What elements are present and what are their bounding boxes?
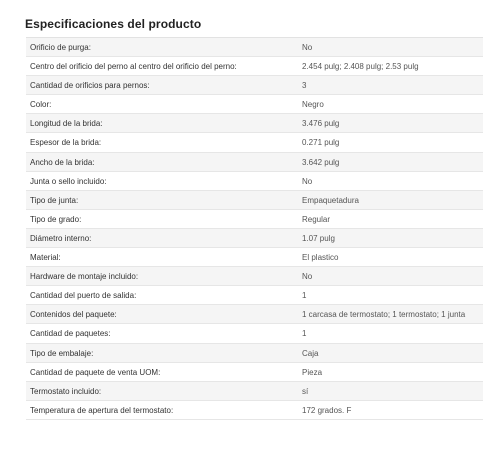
spec-value: No <box>302 176 313 186</box>
spec-label: Tipo de embalaje: <box>30 348 94 358</box>
section-title: Especificaciones del producto <box>25 17 202 31</box>
spec-row-longitud-brida <box>26 114 483 133</box>
spec-value: El plastico <box>302 253 339 263</box>
spec-label: Tipo de junta: <box>30 195 79 205</box>
spec-value: Pieza <box>302 367 323 377</box>
spec-label: Tipo de grado: <box>30 214 82 224</box>
spec-value: 2.454 pulg; 2.408 pulg; 2.53 pulg <box>302 62 419 72</box>
spec-row-diametro-interno <box>26 229 483 248</box>
spec-label: Cantidad de paquetes: <box>30 329 111 339</box>
spec-row-cantidad-puerto-salida <box>26 286 483 305</box>
spec-row-tipo-grado <box>26 210 483 229</box>
spec-label: Junta o sello incluido: <box>30 176 107 186</box>
spec-value: 3.642 pulg <box>302 157 340 167</box>
spec-label: Ancho de la brida: <box>30 157 95 167</box>
spec-value: Caja <box>302 348 319 358</box>
spec-row-temperatura-apertura <box>26 401 483 420</box>
spec-label: Temperatura de apertura del termostato: <box>30 405 174 415</box>
spec-label: Cantidad de paquete de venta UOM: <box>30 367 161 377</box>
spec-value: No <box>302 272 313 282</box>
spec-label: Cantidad del puerto de salida: <box>30 291 137 301</box>
spec-label: Color: <box>30 100 52 110</box>
spec-row-centro-orificio-perno <box>26 57 483 76</box>
spec-value: Empaquetadura <box>302 195 359 205</box>
spec-label: Centro del orificio del perno al centro del orificio del perno: <box>30 62 237 72</box>
spec-value: 3 <box>302 81 307 91</box>
spec-value: 1 <box>302 329 307 339</box>
spec-label: Diámetro interno: <box>30 233 92 243</box>
spec-row-junta-sello-incluido <box>26 172 483 191</box>
spec-row-hardware-montaje <box>26 267 483 286</box>
spec-row-material <box>26 248 483 267</box>
spec-value: Negro <box>302 100 324 110</box>
specifications-table <box>26 37 483 420</box>
spec-row-tipo-embalaje <box>26 344 483 363</box>
spec-row-termostato-incluido <box>26 382 483 401</box>
spec-label: Material: <box>30 253 61 263</box>
spec-row-ancho-brida <box>26 153 483 172</box>
spec-label: Espesor de la brida: <box>30 138 102 148</box>
spec-label: Orificio de purga: <box>30 43 91 52</box>
spec-row-orificio-de-purga <box>26 38 483 57</box>
spec-row-espesor-brida <box>26 133 483 152</box>
spec-row-color <box>26 95 483 114</box>
spec-row-tipo-junta <box>26 191 483 210</box>
spec-value: 172 grados. F <box>302 405 352 415</box>
spec-value: 1 carcasa de termostato; 1 termostato; 1 junta <box>302 310 466 320</box>
spec-value: 0.271 pulg <box>302 138 340 148</box>
spec-label: Contenidos del paquete: <box>30 310 117 320</box>
spec-row-cantidad-orificios-pernos <box>26 76 483 95</box>
spec-row-cantidad-paquetes <box>26 324 483 343</box>
spec-label: Cantidad de orificios para pernos: <box>30 81 150 91</box>
spec-value: 1.07 pulg <box>302 233 335 243</box>
spec-row-cantidad-paquete-venta-uom <box>26 363 483 382</box>
spec-label: Termostato incluido: <box>30 386 102 396</box>
spec-value: Regular <box>302 214 331 224</box>
spec-value: sí <box>302 386 309 396</box>
spec-row-contenidos-paquete <box>26 305 483 324</box>
spec-label: Hardware de montaje incluido: <box>30 272 139 282</box>
spec-value: 3.476 pulg <box>302 119 340 129</box>
spec-value: 1 <box>302 291 307 301</box>
spec-value: No <box>302 43 313 52</box>
spec-label: Longitud de la brida: <box>30 119 103 129</box>
